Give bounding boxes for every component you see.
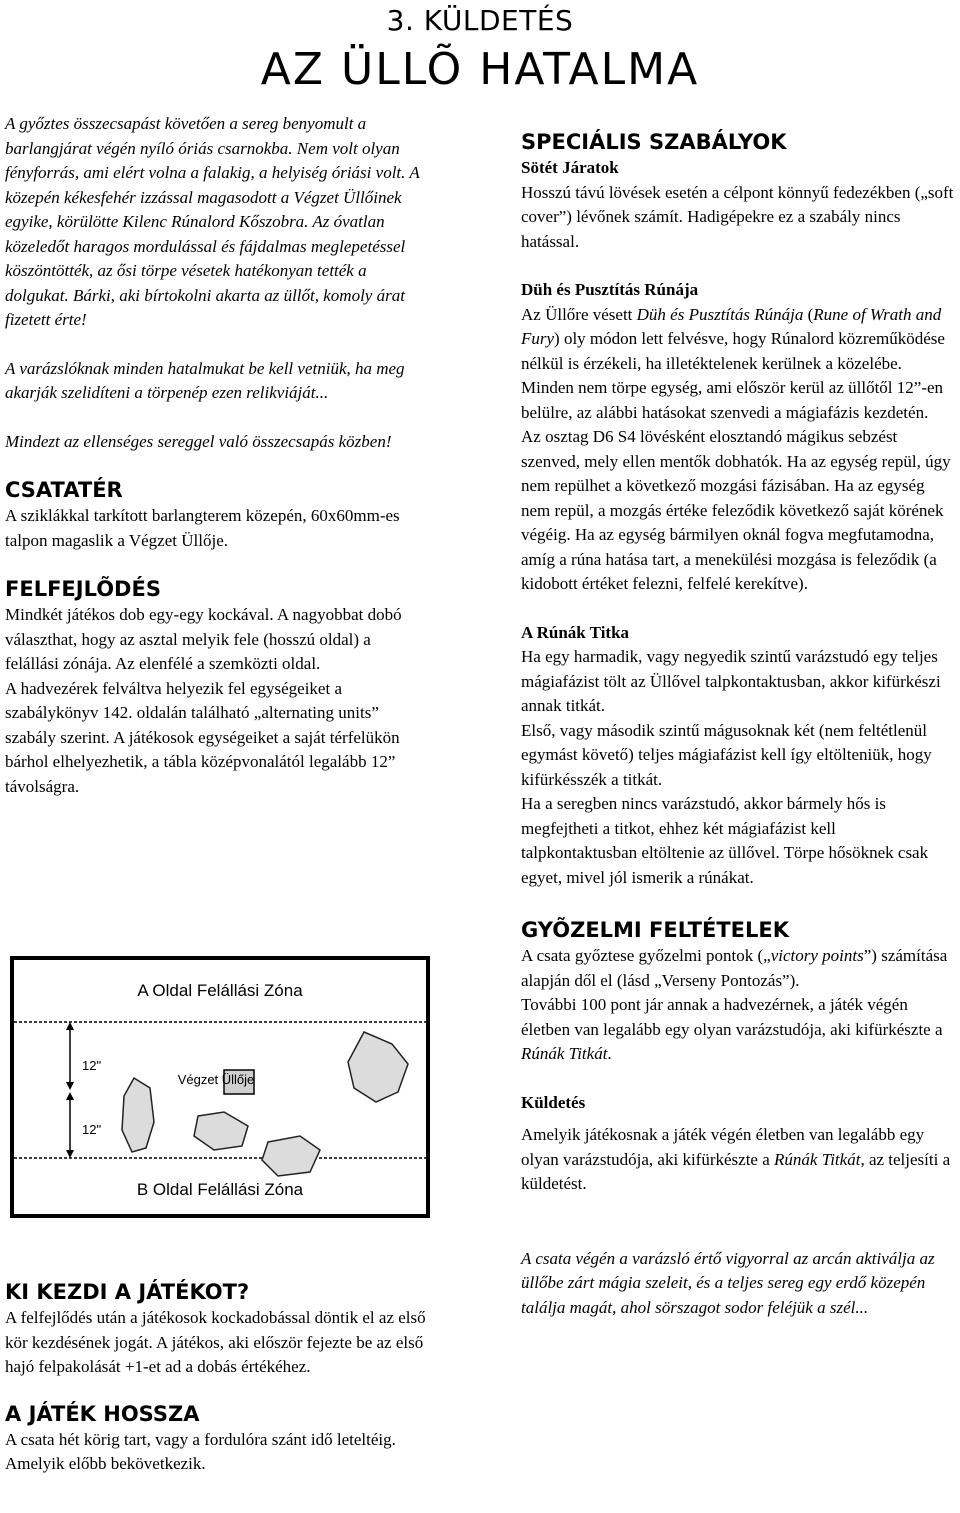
mission-number: 3. KÜLDETÉS	[386, 4, 574, 37]
victory-text: További 100 pont jár annak a hadvezérnek, a játék végén életben van legalább egy olyan varázstudója, aki kifürkészte a Rúnák Titkát.	[521, 995, 943, 1063]
distance-label: 12"	[82, 1122, 102, 1137]
mission-title: AZ ÜLLÕ HATALMA	[260, 44, 700, 95]
battlefield-heading: CSATATÉR	[5, 478, 123, 502]
rule-title: Düh és Pusztítás Rúnája	[521, 280, 699, 299]
rule-title: Sötét Járatok	[521, 158, 619, 177]
intro-paragraph: A varázslóknak minden hatalmukat be kell vetniük, ha meg akarják szelidíteni a törpenép ezen relikviáját...	[5, 358, 405, 402]
rule-text: Hosszú távú lövések esetén a célpont könnyű fedezékben („soft cover”) lévőnek számít. Hadigépekre ez a szabály nincs hatással.	[521, 182, 954, 251]
deployment-heading: FELFEJLÕDÉS	[5, 577, 161, 601]
left-bottom-section	[5, 1278, 445, 1477]
battlefield-text: A sziklákkal tarkított barlangterem közepén, 60x60mm-es talpon magaslik a Végzet Üllője.	[5, 506, 400, 550]
mission-title-label: Küldetés	[521, 1092, 586, 1112]
deployment-map	[10, 956, 430, 1218]
rule-title: A Rúnák Titka	[521, 622, 630, 642]
mission-text: Amelyik játékosnak a játék végén életben van legalább egy olyan varázstudója, aki kifürkészte a Rúnák Titkát, az teljesíti a küldetést.	[521, 1125, 951, 1193]
outro-text: A csata végén a varázsló értő vigyorral az arcán aktiválja az üllőbe zárt mágia szeleit, és a teljes sereg egy erdő közepén találja magát, ahol sörszagot sodor feléjük a szél...	[521, 1248, 935, 1317]
victory-heading: GYÕZELMI FELTÉTELEK	[521, 918, 789, 942]
first-turn-text: A felfejlődés után a játékosok kockadobással döntik el az első kör kezdésének jogát. A játékos, aki először fejezte be az első hajó felpakolását +1-et ad a dobás értékéhez.	[5, 1308, 426, 1376]
first-turn-heading: KI KEZDI A JÁTÉKOT?	[5, 1280, 250, 1304]
rule-text: Első, vagy második szintű mágusoknak két (nem feltétlenül egymást követő) teljes mágiafázist kell így eltölteniük, hogy kifürkésszék a titkát.	[521, 720, 932, 789]
special-rules-heading: SPECIÁLIS SZABÁLYOK	[521, 130, 787, 154]
deployment-text: A hadvezérek felváltva helyezik fel egységeiket a szabálykönyv 142. oldalán található „alternating units” szabály szerint. A játékosok egységeiket a saját térfelükön bárhol elhelyezhetik, a tábla középvonalától legalább 12” távolságra.	[5, 678, 400, 796]
distance-label: 12"	[82, 1058, 102, 1073]
left-column	[5, 112, 425, 799]
rule-text: Az Üllőre vésett Düh és Pusztítás Rúnája (Rune of Wrath and Fury) oly módon lett felvésve, hogy Rúnalord közreműködése nélkül is érzékeli, ha illetéktelenek kerülnek a közelébe. Minden nem törpe egység, ami először kerül az üllőtől 12”-en belülre, az alábbi hatásokat szenvedi a mágiafázis kezdetén.	[521, 304, 945, 422]
deployment-text: Mindkét játékos dob egy-egy kockával. A nagyobbat dobó választhat, hogy az asztal melyik fele (hosszú oldal) a felállási zónája. Az elenfélé a szemközti oldal.	[5, 605, 402, 673]
game-length-heading: A JÁTÉK HOSSZA	[5, 1401, 200, 1426]
zone-a-label: A Oldal Felállási Zóna	[137, 981, 303, 1000]
rule-text: Az osztag D6 S4 lövésként elosztandó mágikus sebzést szenved, mely ellen mentők dobhatók. Ha az egység repül, úgy nem repülhet a következő mozgási fázisában. Ha az egység nem repül, a mozgás értéke feleződik következő saját körének végéig. Ha az egység bármilyen oknál fogva megfutamodna, amíg a rúna hatása tart, a menekülési mozgása is feleződik (a kidobott értéket felezni, felfelé kerekítve).	[521, 427, 951, 593]
intro-paragraph: Mindezt az ellenséges sereggel való összecsapás közben!	[5, 431, 392, 451]
zone-b-label: B Oldal Felállási Zóna	[136, 1180, 304, 1199]
game-length-text: A csata hét körig tart, vagy a fordulóra szánt idő leteltéig. Amelyik előbb bekövetkezik.	[5, 1429, 396, 1473]
victory-text: A csata győztese győzelmi pontok („victory points”) számítása alapján dől el (lásd „Verseny Pontozás”).	[521, 946, 948, 990]
anvil-label: Végzet Üllője	[177, 1072, 255, 1087]
right-column	[521, 128, 956, 1320]
rule-text: Ha egy harmadik, vagy negyedik szintű varázstudó egy teljes mágiafázist tölt az Üllővel talpkontaktusban, akkor kifürkészi annak titkát.	[521, 647, 941, 715]
intro-paragraph: A győztes összecsapást követően a sereg benyomult a barlangjárat végén nyíló óriás csarnokba. Nem volt olyan fényforrás, ami elért volna a falakig, a helyiség óriási volt. A közepén kékesfehér izzással magasodott a Végzet Üllőinek egyike, körülötte Kilenc Rúnalord Kőszobra. Az óvatlan közeledőt haragos mordulással és fájdalmas meglepetéssel köszöntötték, az ősi törpe vésetek hatékonyan tették a dolgukat. Bárki, aki bírtokolni akarta az üllőt, komoly árat fizetett érte!	[5, 114, 420, 329]
rule-text: Ha a seregben nincs varázstudó, akkor bármely hős is megfejtheti a titkot, ehhez két mágiafázist kell talpkontaktusban eltöltenie az üllővel. Törpe hősöknek csak egyet, mivel jól ismerik a rúnákat.	[521, 794, 929, 887]
